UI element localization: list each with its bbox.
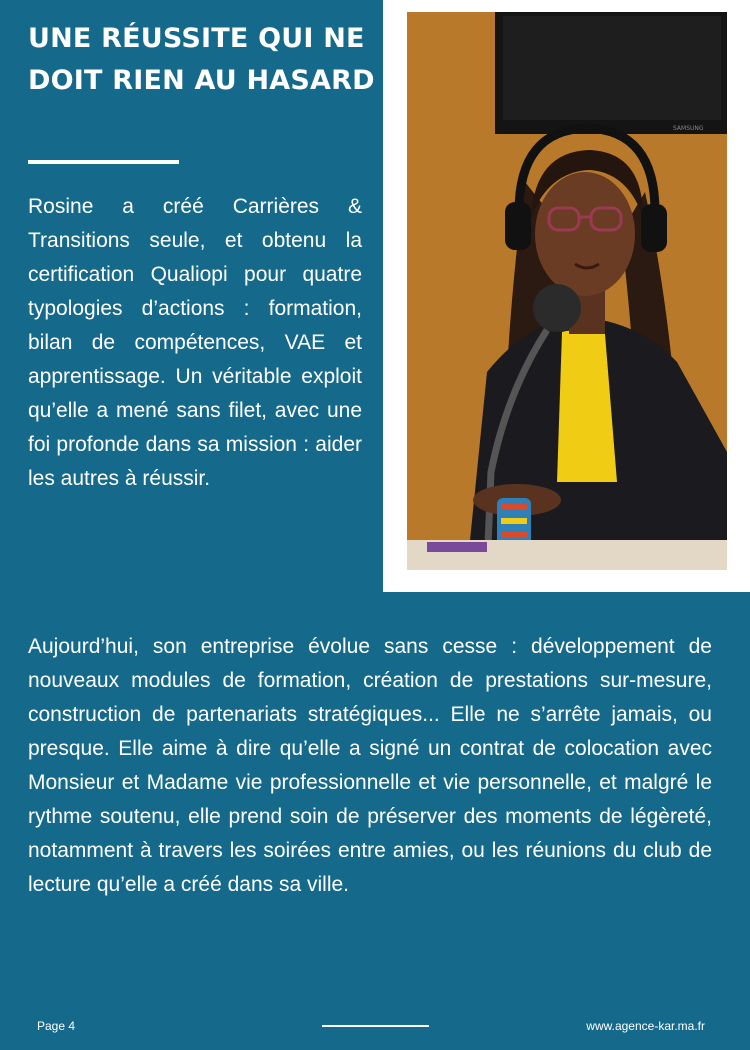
- website-url: www.agence-kar.ma.fr: [586, 1019, 705, 1033]
- portrait-photo: [407, 12, 727, 570]
- page-number: Page 4: [37, 1019, 76, 1033]
- portrait-illustration: [407, 12, 727, 570]
- headphones-right-cup: [641, 204, 667, 252]
- page-title: UNE RÉUSSITE QUI NE DOIT RIEN AU HASARD: [28, 23, 375, 96]
- footer-divider: [322, 1025, 429, 1027]
- body-paragraph: Aujourd’hui, son entreprise évolue sans cesse : développement de nouveaux modules de formation, création de prestations sur-mesure, construction de partenariats stratégiques... Elle ne s’arrête jamais, ou presque. Elle aime à dire qu’elle a signé un contrat de colocation avec Monsieur et Madame vie professionnelle et vie personnelle, et malgré le rythme soutenu, elle prend soin de préserver des moments de légèreté, notamment à travers les soirées entre amies, ou les réunions du club de lecture qu’elle a créé dans sa ville.: [28, 635, 712, 896]
- intro-paragraph: Rosine a créé Carrières & Transitions seule, et obtenu la certification Qualiopi pour quatre typologies d’actions : formation, bilan de compétences, VAE et apprentissage. Un véritable exploit qu’elle a mené sans filet, avec une foi profonde dans sa mission : aider les autres à réussir.: [28, 195, 362, 490]
- face: [535, 172, 635, 296]
- monitor-brand: SAMSUNG: [673, 125, 704, 132]
- monitor-screen: [503, 16, 721, 120]
- title-underline: [28, 160, 179, 164]
- headphones-left-cup: [505, 202, 531, 250]
- microphone: [533, 284, 581, 332]
